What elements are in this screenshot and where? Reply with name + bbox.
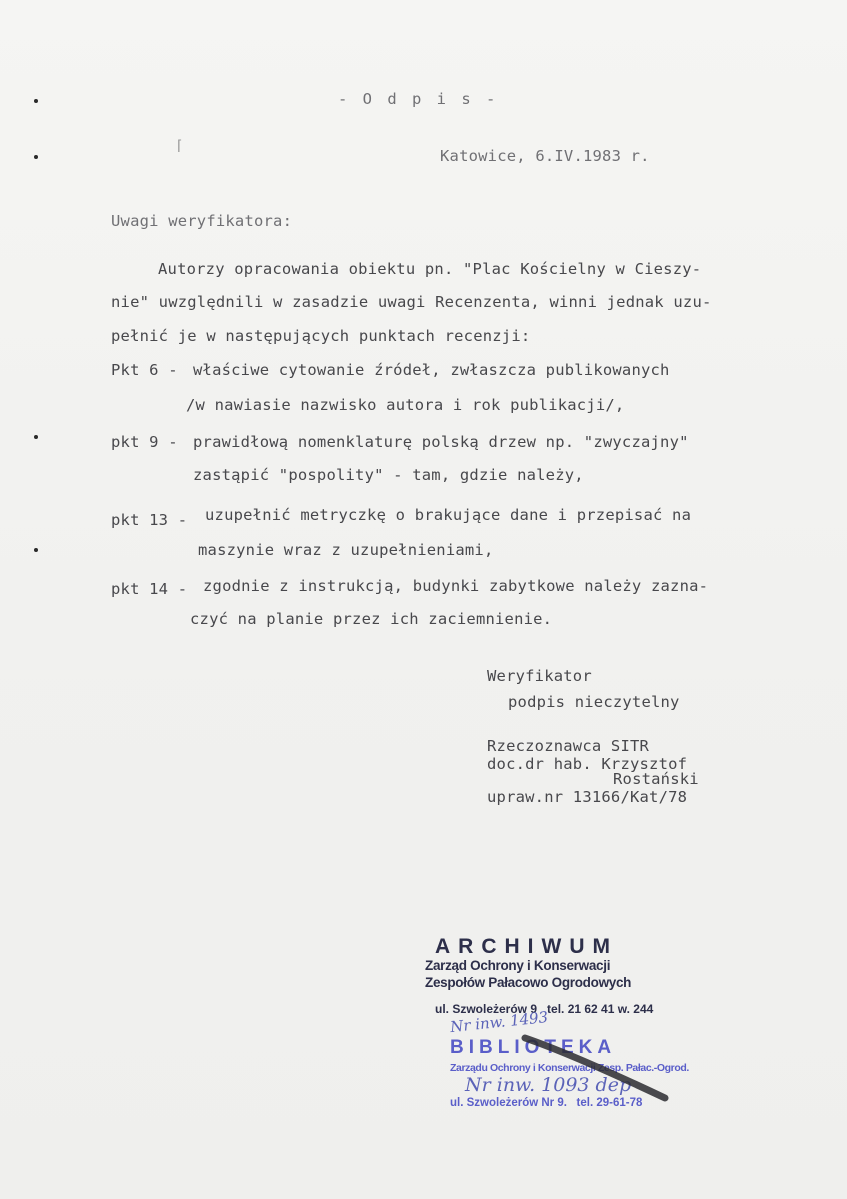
library-stamp-address: ul. Szwoleżerów Nr 9. tel. 29-61-78 bbox=[450, 1097, 643, 1109]
archive-handwritten-number: Nr inw. 1493 bbox=[449, 1007, 549, 1037]
expert-line: Rzeczoznawca SITR bbox=[487, 737, 650, 755]
punch-hole bbox=[34, 548, 38, 552]
intro-line: Autorzy opracowania obiektu pn. "Plac Kościelny w Cieszy- bbox=[158, 260, 702, 278]
section-heading: Uwagi weryfikatora: bbox=[111, 212, 293, 230]
point-label: pkt 13 - bbox=[111, 511, 188, 529]
library-stamp-title: BIBLIOTEKA bbox=[450, 1037, 617, 1058]
margin-mark: ⌈ bbox=[175, 138, 184, 154]
place-date: Katowice, 6.IV.1983 r. bbox=[440, 147, 650, 165]
point-text: właściwe cytowanie źródeł, zwłaszcza publikowanych bbox=[193, 361, 670, 379]
punch-hole bbox=[34, 99, 38, 103]
point-text: zastąpić "pospolity" - tam, gdzie należy, bbox=[193, 466, 584, 484]
point-label: Pkt 6 - bbox=[111, 361, 178, 379]
expert-line: doc.dr hab. Krzysztof bbox=[487, 755, 688, 773]
intro-line: nie" uwzględnili w zasadzie uwagi Recenzenta, winni jednak uzu- bbox=[111, 293, 712, 311]
library-stamp-line: Zarządu Ochrony i Konserwacji Zesp. Pałac.-Ogrod. bbox=[450, 1062, 689, 1074]
archive-stamp bbox=[420, 935, 720, 1125]
ink-strike-mark bbox=[520, 1032, 670, 1102]
intro-line: pełnić je w następujących punktach recenzji: bbox=[111, 327, 531, 345]
point-text: prawidłową nomenklaturę polską drzew np. "zwyczajny" bbox=[193, 433, 689, 451]
signature-role: Weryfikator bbox=[487, 667, 592, 685]
point-text: zgodnie z instrukcją, budynki zabytkowe należy zazna- bbox=[203, 577, 709, 595]
archive-stamp-address: ul. Szwoleżerów 9 tel. 21 62 41 w. 244 bbox=[435, 1002, 654, 1016]
point-label: pkt 14 - bbox=[111, 580, 188, 598]
point-text: uzupełnić metryczkę o brakujące dane i przepisać na bbox=[205, 506, 692, 524]
point-label: pkt 9 - bbox=[111, 433, 178, 451]
signature-note: podpis nieczytelny bbox=[508, 693, 680, 711]
archive-stamp-line: Zespołów Pałacowo Ogrodowych bbox=[425, 975, 632, 990]
point-text: maszynie wraz z uzupełnieniami, bbox=[198, 541, 494, 559]
punch-hole bbox=[34, 435, 38, 439]
archive-stamp-line: Zarząd Ochrony i Konserwacji bbox=[425, 958, 611, 973]
point-text: /w nawiasie nazwisko autora i rok publikacji/, bbox=[186, 396, 625, 414]
expert-line: upraw.nr 13166/Kat/78 bbox=[487, 788, 688, 806]
punch-hole bbox=[34, 155, 38, 159]
document-title: - O d p i s - bbox=[338, 90, 499, 108]
point-text: czyć na planie przez ich zaciemnienie. bbox=[190, 610, 553, 628]
expert-line: Rostański bbox=[613, 770, 699, 788]
library-handwritten-number: Nr inw. 1093 dep bbox=[465, 1074, 632, 1096]
archive-stamp-title: ARCHIWUM bbox=[435, 935, 618, 958]
